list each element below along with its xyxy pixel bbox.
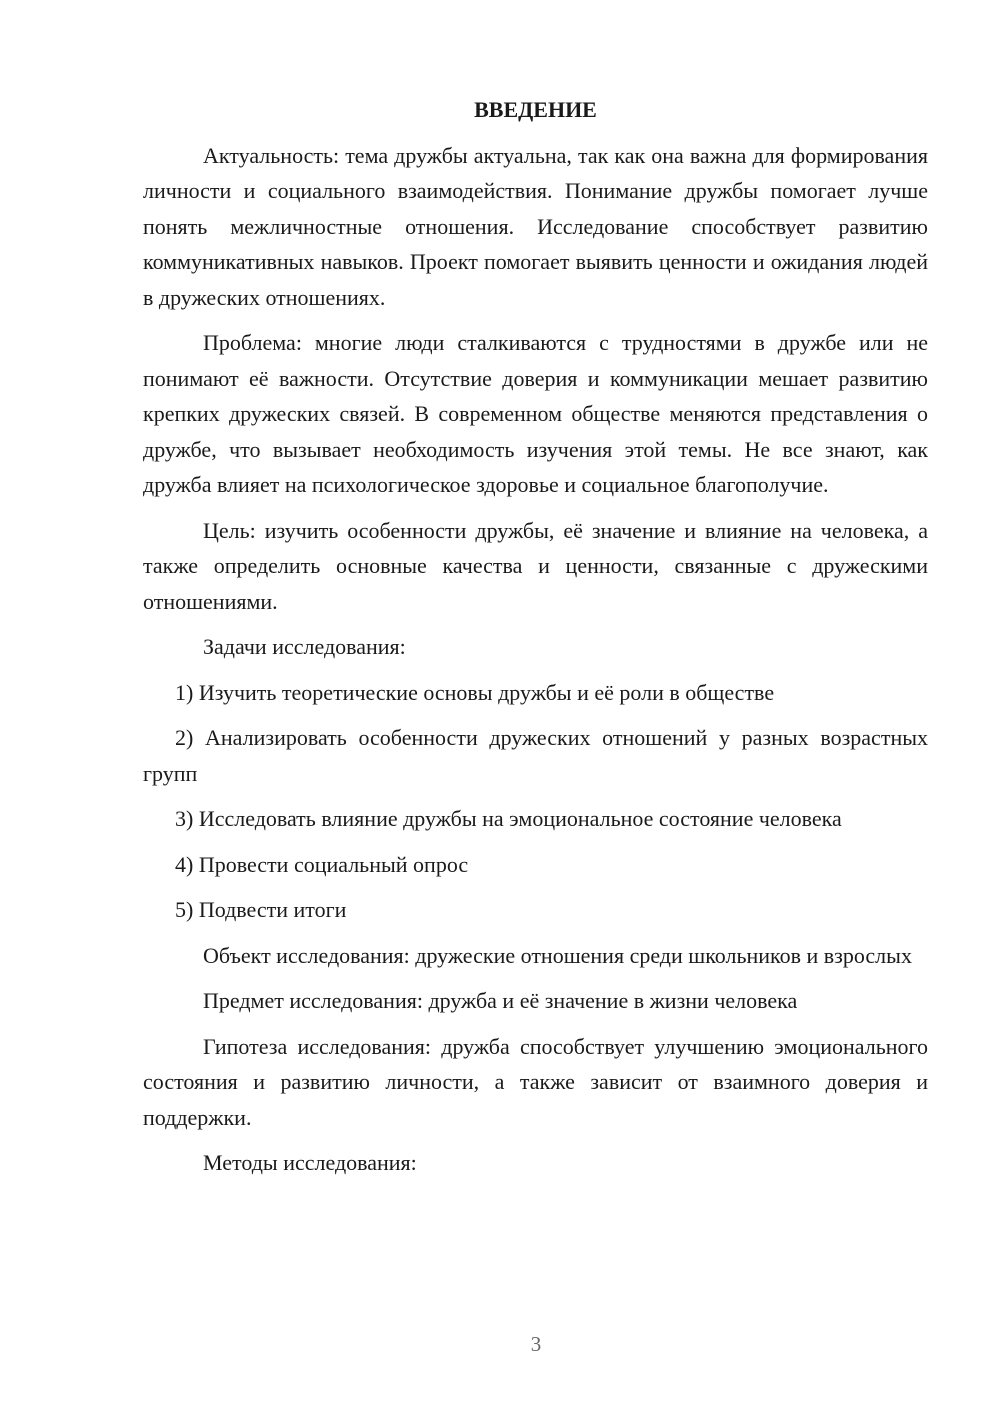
paragraph-tasks-heading: Задачи исследования: — [203, 634, 406, 659]
paragraph-problem: Проблема: многие люди сталкиваются с трудностями в дружбе или не понимают её важности. Отсутствие доверия и коммуникации мешает развитию крепких дружеских связей. В современном обществе меняются представления о дружбе, что вызывает необходимость изучения этой темы. Не все знают, как дружба влияет на психологическое здоровье и социальное благополучие. — [143, 330, 928, 497]
paragraph-hypothesis: Гипотеза исследования: дружба способствует улучшению эмоционального состояния и развитию личности, а также зависит от взаимного доверия и поддержки. — [143, 1033, 928, 1130]
paragraph-subject: Предмет исследования: дружба и её значение в жизни человека — [203, 988, 798, 1013]
task-item-4: 4) Провести социальный опрос — [175, 851, 469, 877]
task-item-1: 1) Изучить теоретические основы дружбы и её роли в обществе — [175, 679, 775, 705]
task-item-3: 3) Исследовать влияние дружбы на эмоциональное состояние человека — [175, 806, 842, 831]
paragraph-goal: Цель: изучить особенности дружбы, её значение и влияние на человека, а также определить основные качества и ценности, связанные с дружескими отношениями. — [143, 517, 928, 614]
page-number: 3 — [530, 1332, 542, 1356]
paragraph-methods: Методы исследования: — [203, 1150, 417, 1175]
paragraph-object: Объект исследования: дружеские отношения среди школьников и взрослых — [203, 942, 912, 968]
document-body — [143, 92, 928, 1191]
section-title: ВВЕДЕНИЕ — [474, 97, 597, 122]
task-item-5: 5) Подвести итоги — [175, 897, 347, 922]
task-item-2: 2) Анализировать особенности дружеских отношений у разных возрастных групп — [143, 725, 928, 786]
paragraph-relevance: Актуальность: тема дружбы актуальна, так как она важна для формирования личности и социального взаимодействия. Понимание дружбы помогает лучше понять межличностные отношения. Исследование способствует развитию коммуникативных навыков. Проект помогает выявить ценности и ожидания людей в дружеских отношениях. — [143, 142, 928, 310]
